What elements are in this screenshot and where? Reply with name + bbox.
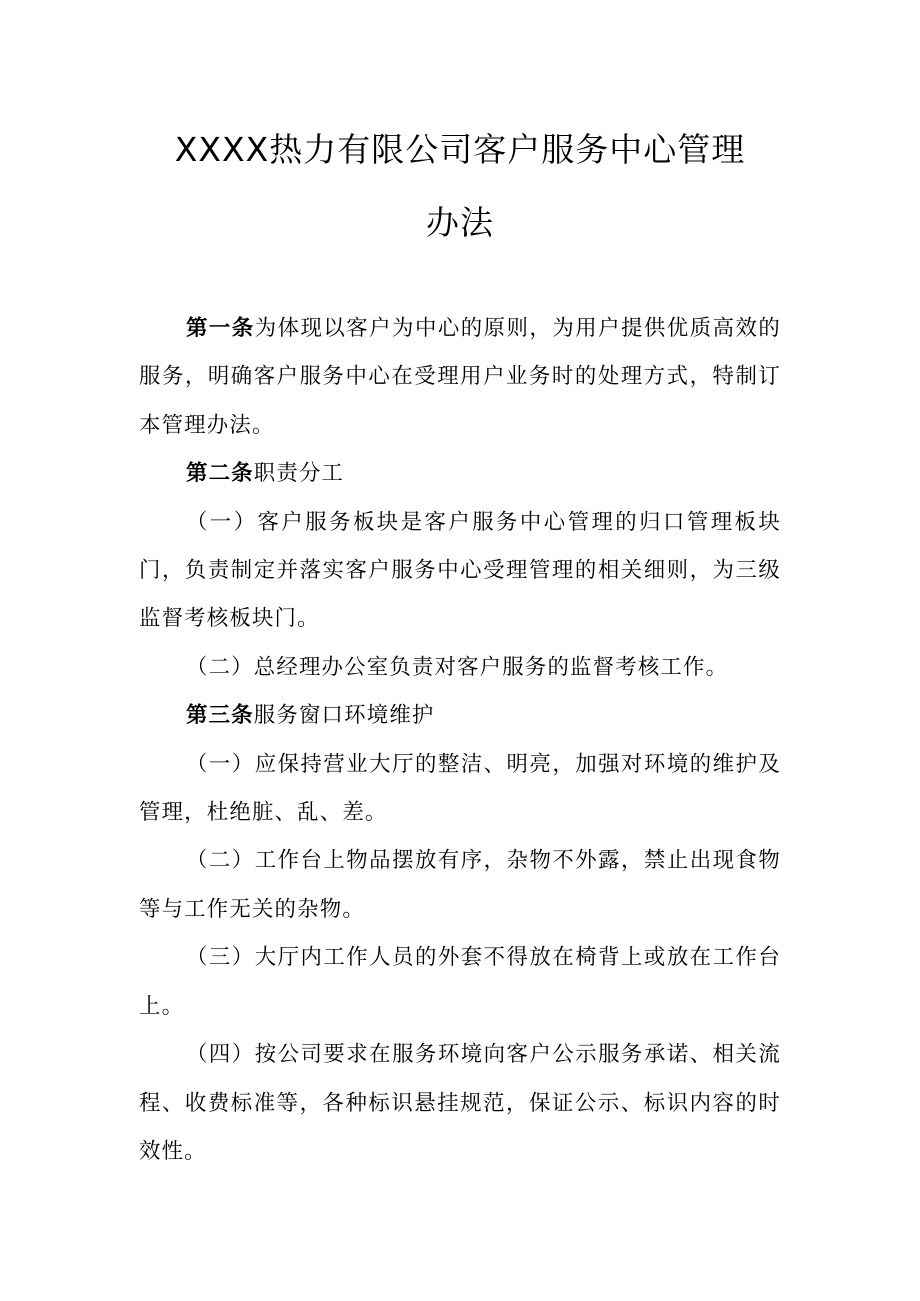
paragraph-text: （三）大厅内工作人员的外套不得放在椅背上或放在工作台上。 [139, 945, 781, 1019]
article-label: 第三条 [186, 703, 254, 729]
clause-paragraph [139, 499, 781, 644]
article-1-paragraph [139, 305, 781, 450]
clause-paragraph [139, 934, 781, 1031]
article-label: 第一条 [186, 316, 255, 341]
clause-paragraph [139, 741, 781, 838]
document-title-line-1: XXXX热力有限公司客户服务中心管理 [174, 130, 746, 169]
paragraph-text: 职责分工 [253, 461, 345, 487]
article-label: 第二条 [186, 461, 254, 487]
paragraph-text: 服务窗口环境维护 [253, 703, 435, 729]
clause-paragraph [139, 837, 781, 934]
clause-paragraph [139, 644, 781, 692]
article-2-heading [139, 450, 781, 498]
paragraph-text: （二）总经理办公室负责对客户服务的监督考核工作。 [186, 654, 729, 680]
paragraph-text: （二）工作台上物品摆放有序，杂物不外露，禁止出现食物等与工作无关的杂物。 [139, 848, 781, 922]
document-title-line-2: 办法 [426, 203, 494, 242]
article-3-heading [139, 692, 781, 740]
paragraph-text: （四）按公司要求在服务环境向客户公示服务承诺、相关流程、收费标准等，各种标识悬挂规范，保证公示、标识内容的时效性。 [139, 1042, 781, 1164]
clause-paragraph [139, 1031, 781, 1176]
paragraph-text: （一）应保持营业大厅的整洁、明亮，加强对环境的维护及管理，杜绝脏、乱、差。 [139, 751, 781, 826]
paragraph-text: 为体现以客户为中心的原则，为用户提供优质高效的服务，明确客户服务中心在受理用户业务时的处理方式，特制订本管理办法。 [139, 316, 781, 438]
paragraph-text: （一）客户服务板块是客户服务中心管理的归口管理板块门，负责制定并落实客户服务中心受理管理的相关细则，为三级监督考核板块门。 [139, 509, 781, 632]
document-body [139, 305, 781, 1176]
